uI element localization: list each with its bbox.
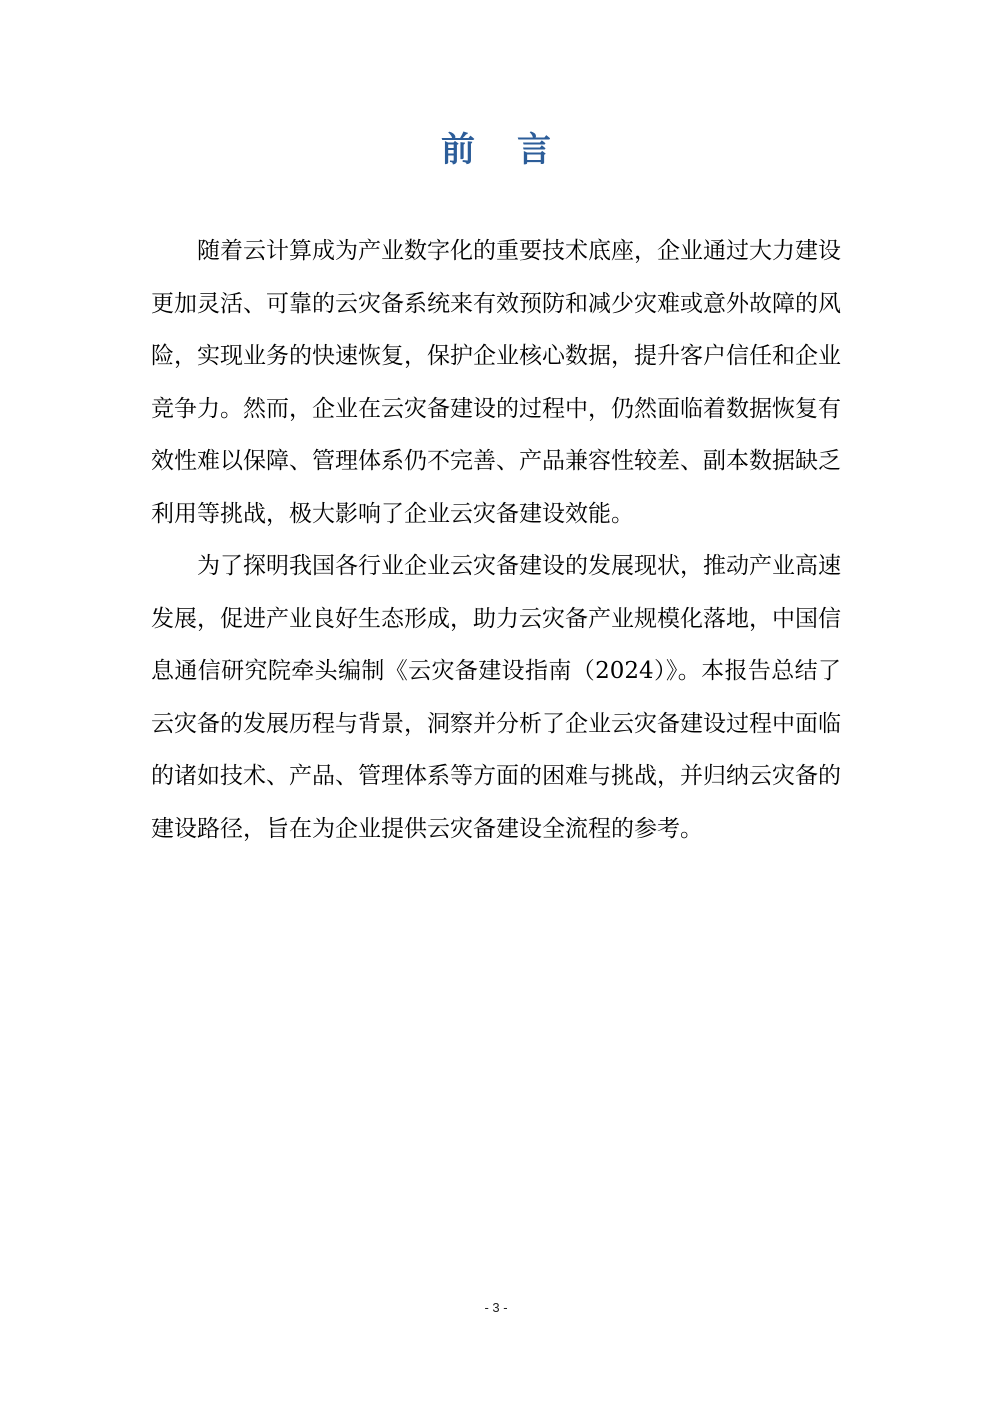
body-text [151, 225, 841, 855]
paragraph-2: 为了探明我国各行业企业云灾备建设的发展现状，推动产业高速发展，促进产业良好生态形成，助力云灾备产业规模化落地，中国信息通信研究院牵头编制《云灾备建设指南（2024）》。本报告总结了云灾备的发展历程与背景，洞察并分析了企业云灾备建设过程中面临的诸如技术、产品、管理体系等方面的困难与挑战，并归纳云灾备的建设路径，旨在为企业提供云灾备建设全流程的参考。 [151, 553, 841, 842]
page-title-char-1: 前 [441, 130, 475, 170]
page-title [0, 122, 992, 171]
page-title-char-2: 言 [517, 130, 551, 170]
page-number: - 3 - [484, 1300, 508, 1315]
paragraph-1: 随着云计算成为产业数字化的重要技术底座，企业通过大力建设更加灵活、可靠的云灾备系统来有效预防和减少灾难或意外故障的风险，实现业务的快速恢复，保护企业核心数据，提升客户信任和企业竞争力。然而，企业在云灾备建设的过程中，仍然面临着数据恢复有效性难以保障、管理体系仍不完善、产品兼容性较差、副本数据缺乏利用等挑战，极大影响了企业云灾备建设效能。 [151, 238, 841, 527]
